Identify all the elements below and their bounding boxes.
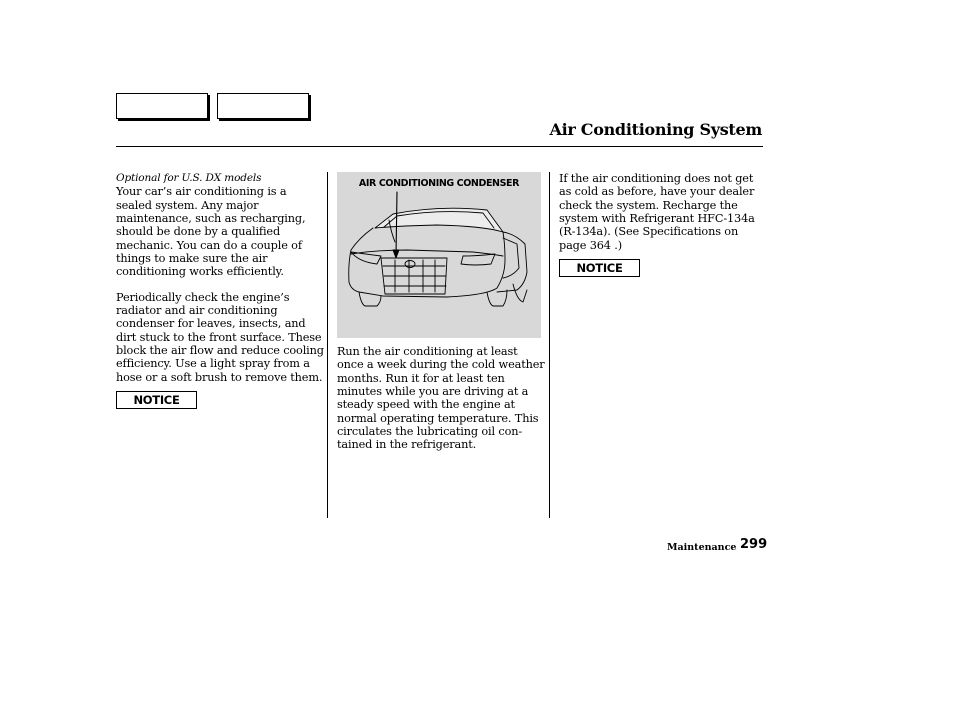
notice-badge: NOTICE — [559, 259, 640, 277]
notice-badge: NOTICE — [116, 391, 197, 409]
weekly-run-paragraph: Run the air conditioning at least once a week during the cold weather months. Run it for at least ten minutes while you are driving at a steady speed with the engine at normal operating temperature. This circulates the lubricating oil con- tained in the refrigerant. — [337, 345, 545, 452]
column-2 — [337, 345, 545, 452]
page-number: 299 — [740, 537, 768, 552]
column-1 — [116, 172, 324, 409]
optional-note: Optional for U.S. DX models — [116, 172, 262, 184]
condenser-illustration — [337, 172, 541, 338]
illustration-label: AIR CONDITIONING CONDENSER — [358, 178, 520, 189]
recharge-paragraph: If the air conditioning does not get as cold as before, have your dealer check the system. Recharge the system with Refrigerant HFC-134a (R-134a). (See Specifications on page 364 .) — [559, 172, 755, 252]
car-front-drawing — [337, 172, 541, 338]
page-title: Air Conditioning System — [549, 120, 762, 139]
section-label: Maintenance — [667, 542, 737, 553]
intro-paragraph: Your car’s air conditioning is a sealed system. Any major maintenance, such as recharging, should be done by a qualified mechanic. You can do a couple of things to make sure the air conditioning works efficiently. — [116, 185, 306, 279]
nav-button-2[interactable] — [217, 93, 309, 119]
maintenance-paragraph: Periodically check the engine’s radiator and air conditioning condenser for leaves, insects, and dirt stuck to the front surface. These block the air flow and reduce cooling efficiency. Use a light spray from a hose or a soft brush to remove them. — [116, 290, 324, 384]
title-rule — [116, 146, 763, 147]
column-divider-2 — [549, 172, 550, 518]
column-divider-1 — [327, 172, 328, 518]
nav-button-1[interactable] — [116, 93, 208, 119]
column-3 — [559, 172, 765, 277]
